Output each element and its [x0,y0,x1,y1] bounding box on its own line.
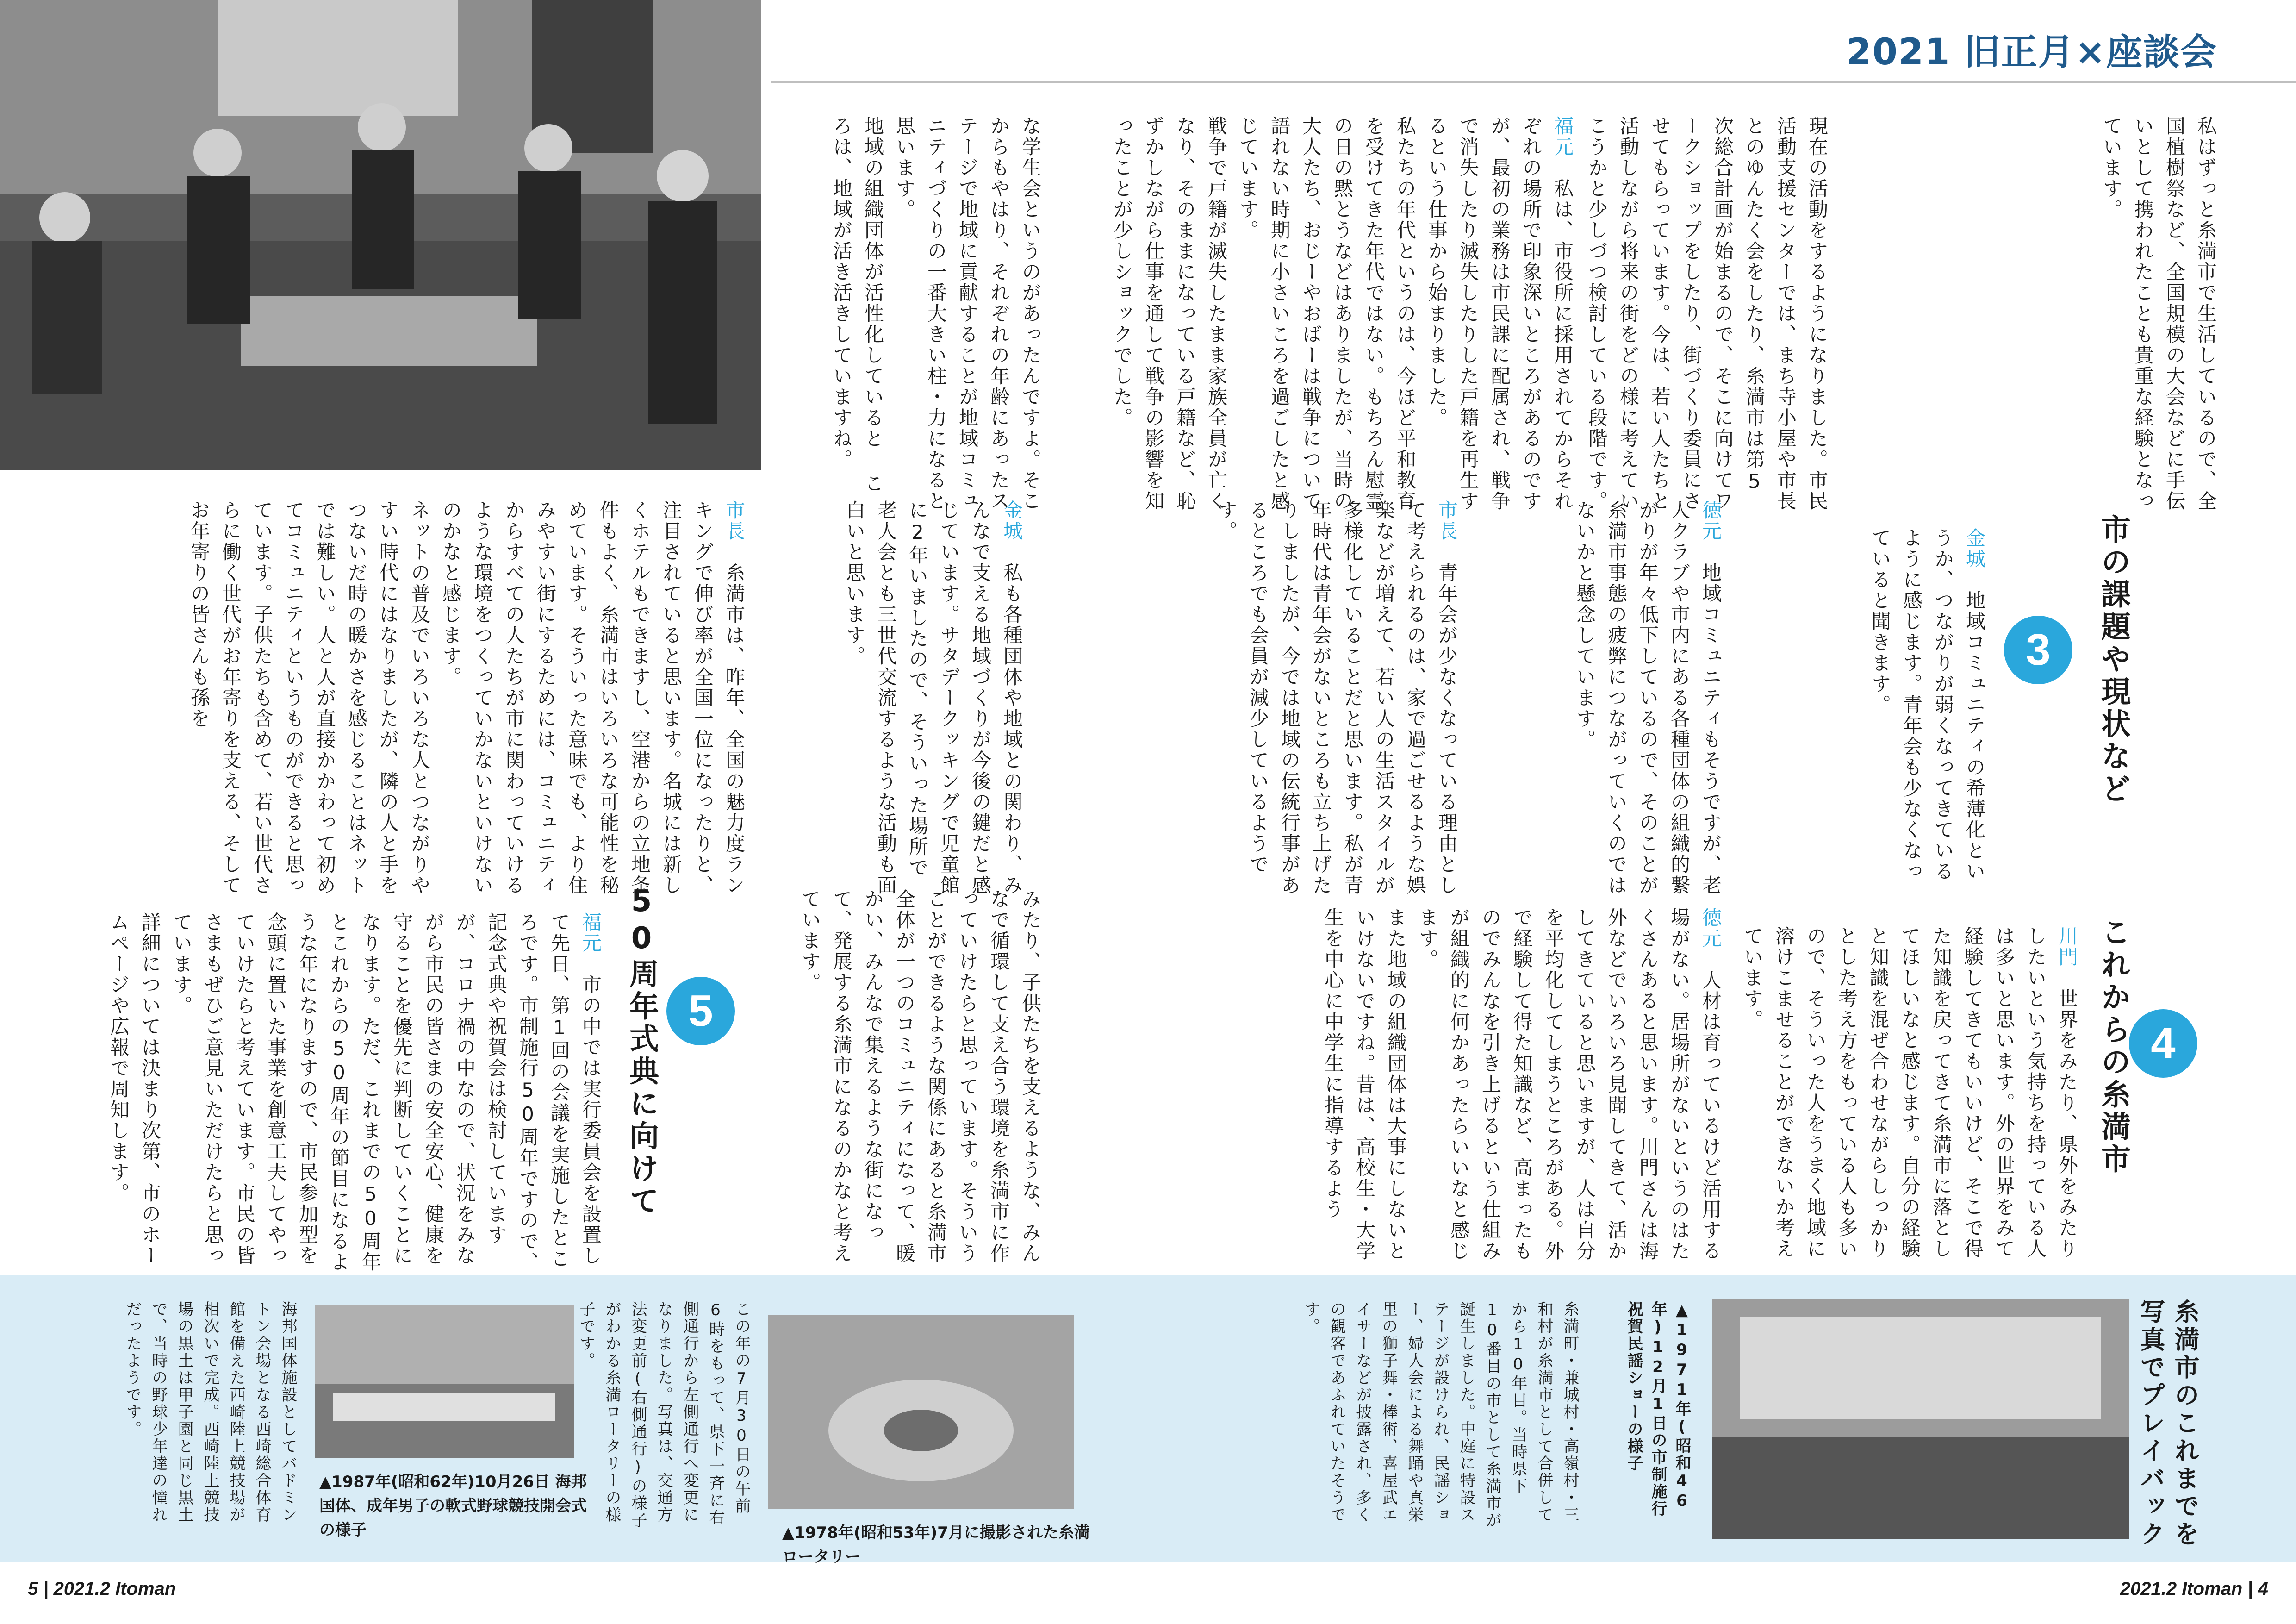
text: 世界をみたり、県外をみたりしたいという気持ちを持っている人は多いと思います。外の世界をみて経験してきてもいいけど、そこで得た知識を戻ってきて糸満市に落としてほしいなと感じます。自分の経験と知識を混ぜ合わせながらしっかりとした考え方をもっている人も多いので、そういった人をうまく地域に溶けこませることができないか考えています。 [1741,926,2078,1259]
speaker: 市長 [1436,500,1458,542]
column-right-bot-1 [1731,926,2083,1278]
column-right-top-2 [1111,116,1578,514]
column-left-bot-1 [731,889,1046,1273]
column-left-bot-2 [88,912,606,1273]
body-1978 [577,1301,754,1532]
text: 人材は育っているけど活用する場がない。居場所がないというのはたくさんあると思います。川門さんは海外などでいろいろ見聞してきて、活かしてきていると思いますが、人は自分を平均化してしまうところがある。外で経験して得た知識など、高まったものでみんなを引き上げるという仕組みが組織的に何かあったらいいなと感じます。 また地域の組織団体は大事にしないといけないですね。昔は、高校生・大学生を中心に中学生に指導するよう [1322,907,1722,1262]
text: 私はずっと糸満市で生活しているので、全国植樹祭など、全国規模の大会などに手伝いとして携われたことも貴重な経験となっています。 [2100,116,2217,512]
speaker: 徳元 [1699,907,1722,949]
speaker: 福元 [579,912,602,954]
speaker: 金城 [1963,528,1986,569]
text: 市の中では実行委員会を設置して先日、第1回の会議を実施したところです。市制施行50周年ですので、記念式典や祝賀会は検討していますが、コロナ禍の中なので、状況をみながら市民の皆さまの安全安心、健康を守ることを優先に判断していくことになります。ただ、これまでの50周年とこれからの50周年の節目になるような年になりますので、市民参加型を念頭に置いた事業を創意工夫してやっていけたらと考えています。市民の皆さまもぜひご意見いただけたらと思っています。 詳細については決まり次第、市のホームページや広報で周知します。 [107,912,602,1273]
body-text: この年の7月30日の午前6時をもって、県下一斉に右側通行から左側通行へ変更になりました。写真は、交通方法変更前(右側通行)の様子がわかる糸満ロータリーの様子です。 [577,1301,751,1529]
section-5-badge: 5 [666,977,735,1045]
speaker: 川門 [2056,926,2078,968]
text: 地域コミュニティもそうですが、老人クラブや市内にある各種団体の組織的繋がりが年々低下しているので、そのことが糸満市事態の疲弊につながっていくのではないかと懸念しています。 [1574,500,1722,896]
column-right-bot-2 [1268,907,1726,1278]
text: みたり、子供たちを支えるような、みんなで循環して支え合う環境を糸満市に作っていけたらと思っています。そういうことができるような関係にあると糸満市全体が一つのコミュニティになって、暖かい、みんなで集えるような街になって、発展する糸満市になるのかなと考えています。 [799,889,1042,1264]
section-5-title: 50周年式典に向けて [624,884,659,1218]
column-left-mid-2 [93,500,750,898]
column-right-mid-1 [1731,528,1990,898]
text: 私は、市役所に採用されてからそれぞれの場所で印象深いところがあるのですが、最初の業務は市民課に配属され、戦争で消失したり滅失したりした戸籍を再生するという仕事から始まりました。 私たちの年代というのは、今ほど平和教育を受けてきた年代ではない。もちろん慰霊の日の黙とうなどはありましたが、当時の大人たち、おじーやおばーは戦争について語れない時期に小さいころを過ごしたと感じています。 戦争で戸籍が滅失したまま家族全員が亡くなり、そのままになっている戸籍など、恥ずかしながら仕事を通して戦争の影響を知ったことが少しショックでした。 [1111,116,1574,512]
caption-text: ▲1987年(昭和62年)10月26日 海邦国体、成年男子の軟式野球競技開会式の様子 [319,1473,587,1539]
text: 糸満市は、昨年、全国の魅力度ランキングで伸び率が全国一位になったりと、注目されていると思います。名城には新しくホテルもできますし、空港からの立地条件もよく、糸満市はいろいろな可能性を秘めています。そういった意味でも、より住みやすい街にするためには、コミュニティからすべての人たちが市に関わっていけるような環境をつくっていかないといけないのかなと感じます。 ネットの普及でいろいろな人とつながりやすい時代にはなりましたが、隣の人と手をつないだ時の暖かさを感じることはネットでは難しい。人と人が直接かかわって初めてコミュニティというものができると思っています。子供たちも含めて、若い世代さらに働く世代がお年寄りを支える、そしてお年寄りの皆さんも孫を [188,500,746,896]
group-photo-image [0,0,761,470]
section-3-badge: 3 [2004,616,2072,684]
body-1971 [1259,1301,1583,1532]
caption-text: ▲1971年(昭和46年)12月1日の市制施行祝賀民謡ショーの様子 [1624,1301,1691,1518]
playback-title: 糸満市のこれまでを写真でプレイバック [2136,1299,2200,1549]
column-right-top-3 [1856,116,2221,514]
text: 青年会が少なくなっている理由として考えられるのは、家で過ごせるような娯楽などが増えて、若い人の生活スタイルが多様化していることだと思います。私が青年時代は青年会がないところも立ち上げたりしましたが、今では地域の伝統行事があるところでも会員が減少しているようです。 [1215,500,1458,896]
text: 現在の活動をするようになりました。市民活動支援センターでは、まち寺小屋や市長とのゆんたく会をしたり、糸満市は第5次総合計画が始まるので、そこに向けてワークショップをしたり、街づくり委員にさせてもらっています。今は、若い人たちと活動しながら将来の街をどの様に考えていこうかと少しづつ検討している段階です。 [1586,116,1829,512]
group-photo [0,0,761,470]
speaker: 徳元 [1699,500,1722,542]
column-left-mid-1 [768,500,1027,898]
speaker: 市長 [723,500,746,542]
photo-1971-minyo-show [1712,1299,2129,1539]
caption-1987 [319,1470,588,1542]
text: な学生会というのがあったんですよ。そこからもやはり、それぞれの年齢にあったステージで地域に貢献することが地域コミュニティづくりの一番大きい柱・力になると思います。 地域の組織団体が活性化していると ころは、地域が活き活きしていますね。 [830,116,1042,512]
speaker: 福元 [1551,116,1574,157]
speaker: 金城 [1001,500,1023,542]
caption-1978 [782,1521,1097,1569]
caption-text: ▲1978年(昭和53年)7月に撮影された糸満ロータリー [782,1524,1090,1566]
column-left-top-1 [768,116,1046,514]
column-right-mid-2 [1467,500,1726,898]
body-text: 糸満町・兼城村・高嶺村・三和村が糸満市として合併してから10年目。当時県下10番目の市として糸満市が誕生しました。中庭に特設ステージが設けられ、民謡ショー、婦人会による舞踊や真栄里の獅子舞・棒術、喜屋武エイサーなどが披露され、多くの観客であふれていたそうです。 [1301,1301,1579,1529]
footer-left: 5 | 2021.2 Itoman [28,1579,176,1599]
section-3-title: 市の課題や現状など [2096,514,2130,806]
footer-right: 2021.2 Itoman | 4 [2120,1579,2268,1599]
header-rule [771,81,2296,83]
body-text: 海邦国体施設としてバドミントン会場となる西崎総合体育館を備えた西崎陸上競技場が相次いで完成。西崎陸上競技場の黒土は甲子園と同じ黒土で、当時の野球少年達の憧れだったようです。 [123,1301,297,1524]
page-title: 2021 旧正月×座談会 [1846,31,2217,73]
photo-1978-rotary [768,1315,1074,1509]
section-4-title: これからの糸満市 [2096,917,2130,1176]
caption-1971 [1592,1301,1694,1532]
section-4-badge: 4 [2129,1009,2197,1078]
column-right-mid-3 [1215,500,1462,898]
text: 私も各種団体や地域との関わり、みんなで支える地域づくりが今後の鍵だと感じています。サタデークッキングで児童館に2年いましたので、そういった場所で老人会とも三世代交流するような活動も面白いと思います。 [843,500,1023,896]
text: 地域コミュニティの希薄化というか、つながりが弱くなってきているように感じます。青年会も少なくなっていると聞きます。 [1869,528,1986,882]
body-1987 [79,1301,301,1532]
photo-1987-kaiho-kokutai [315,1305,574,1458]
